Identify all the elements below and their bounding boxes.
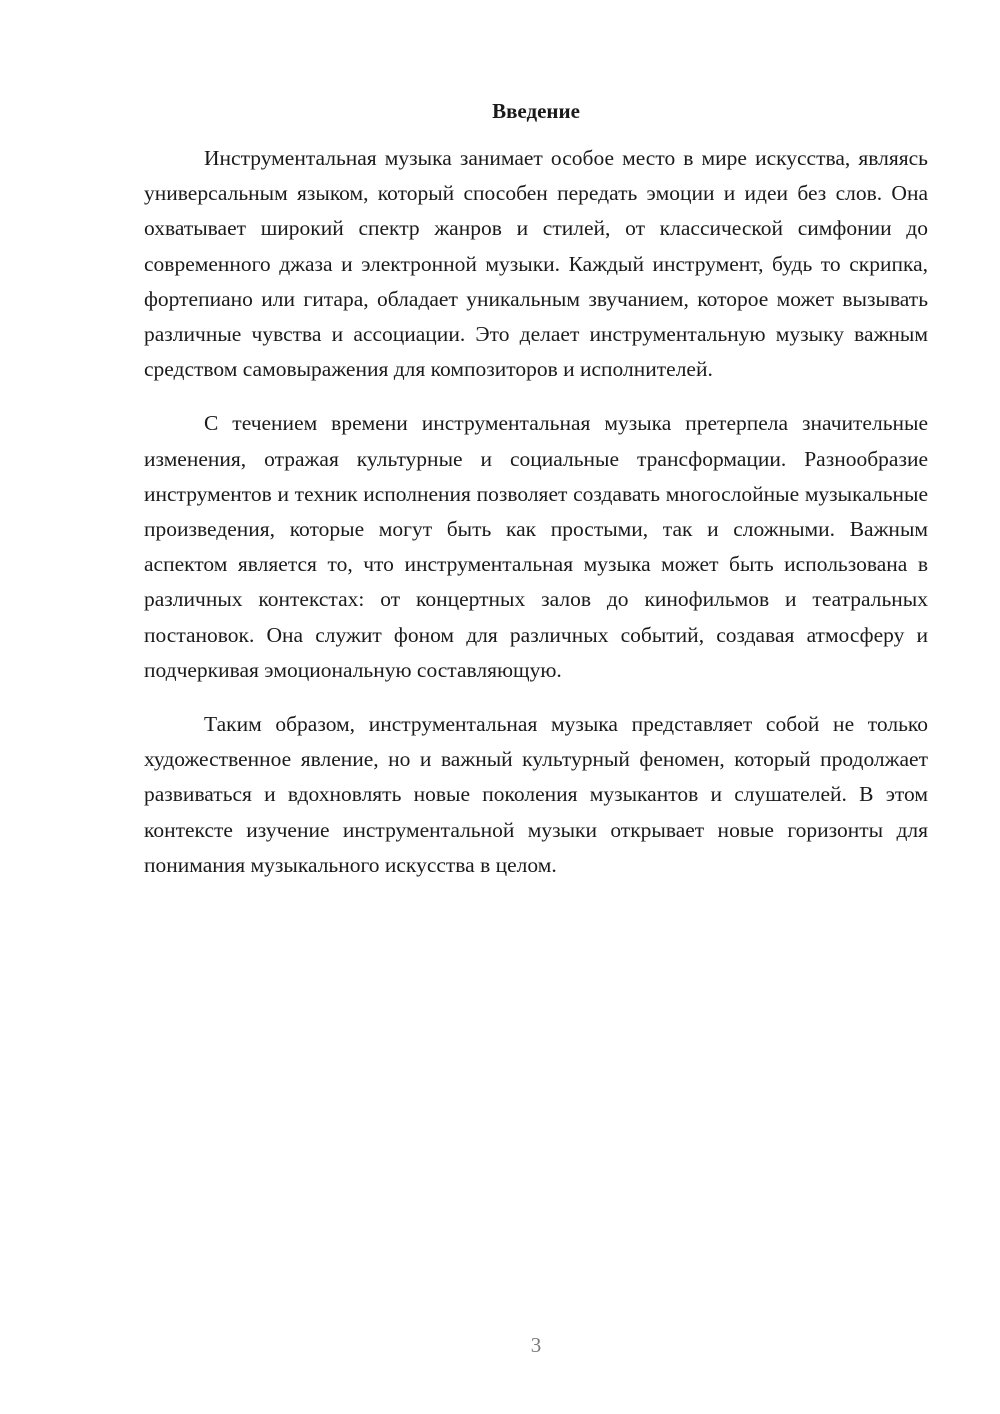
paragraph-1: Инструментальная музыка занимает особое место в мире искусства, являясь универсальным языком, который способен передать эмоции и идеи без слов. Она охватывает широкий спектр жанров и стилей, от классической симфонии до современного джаза и электронной музыки. Каждый инструмент, будь то скрипка, фортепиано или гитара, обладает уникальным звучанием, которое может вызывать различные чувства и ассоциации. Это делает инструментальную музыку важным средством самовыражения для композиторов и исполнителей.: [144, 146, 928, 382]
paragraph-2: С течением времени инструментальная музыка претерпела значительные изменения, отражая культурные и социальные трансформации. Разнообразие инструментов и техник исполнения позволяет создавать многослойные музыкальные произведения, которые могут быть как простыми, так и сложными. Важным аспектом является то, что инструментальная музыка может быть использована в различных контекстах: от концертных залов до кинофильмов и театральных постановок. Она служит фоном для различных событий, создавая атмосферу и подчеркивая эмоциональную составляющую.: [144, 411, 928, 682]
page-body: [144, 94, 928, 902]
paragraph-3: Таким образом, инструментальная музыка представляет собой не только художественное явление, но и важный культурный феномен, который продолжает развиваться и вдохновлять новые поколения музыкантов и слушателей. В этом контексте изучение инструментальной музыки открывает новые горизонты для понимания музыкального искусства в целом.: [144, 712, 928, 877]
section-title: Введение: [492, 99, 580, 123]
page-number: 3: [530, 1333, 542, 1357]
